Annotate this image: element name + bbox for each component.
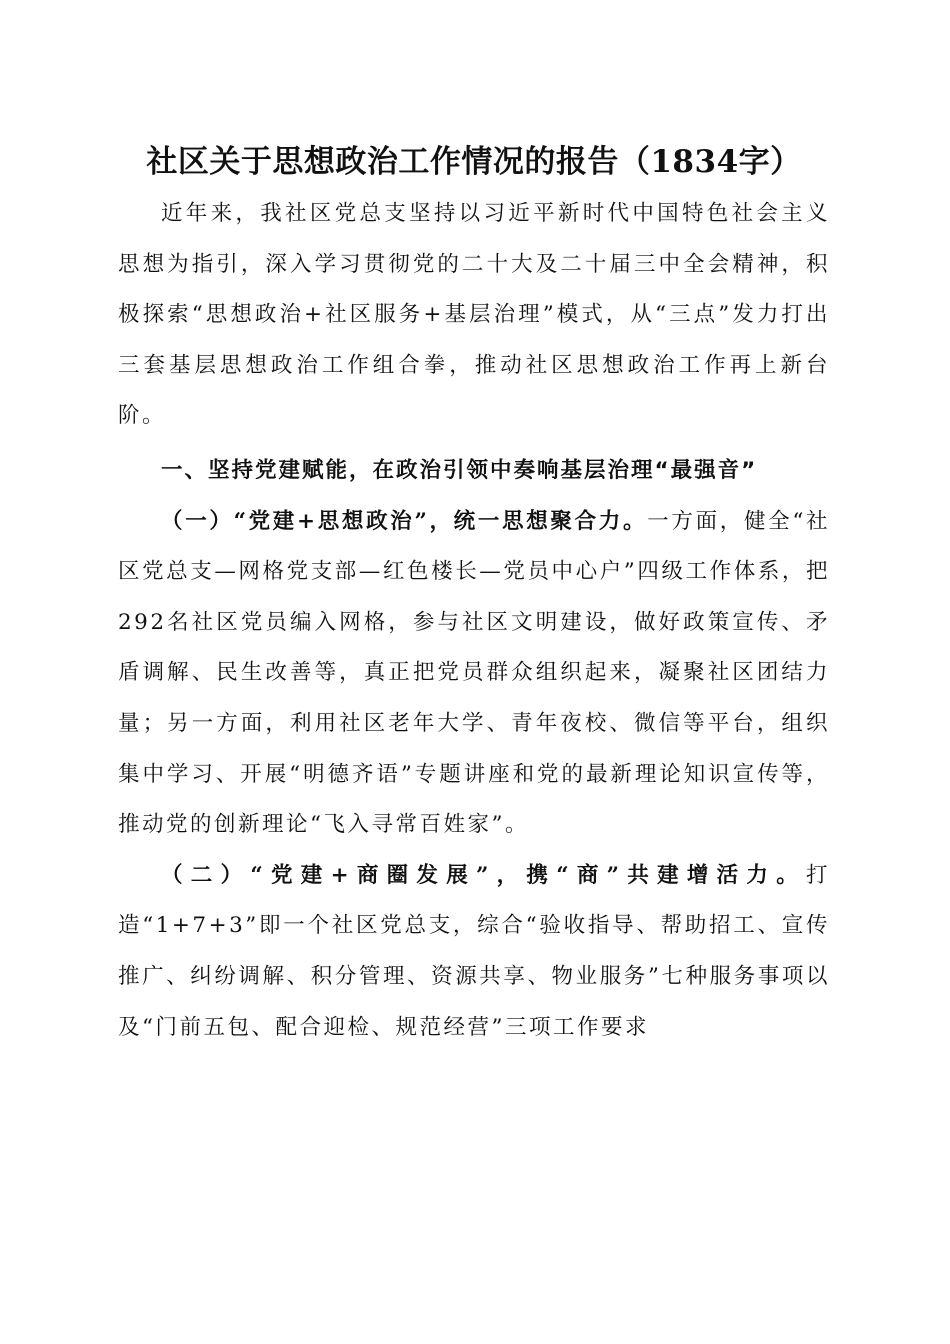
subsection-2-body: 打造“1+7+3”即一个社区党总支，综合“验收指导、帮助招工、宣传推广、纠纷调解、积分管理、资源共享、物业服务”七种服务事项以及“门前五包、配合迎检、规范经营”三项工作要求: [118, 862, 830, 1040]
document-page: [118, 138, 830, 1053]
subsection-2-lead: （二）“党建+商圈发展”，携“商”共建增活力。: [161, 862, 806, 888]
subsection-1-paragraph: [118, 497, 830, 851]
subsection-1-body: 一方面，健全“社区党总支—网格党支部—红色楼长—党员中心户”四级工作体系，把292名社区党员编入网格，参与社区文明建设，做好政策宣传、矛盾调解、民生改善等，真正把党员群众组织起来，凝聚社区团结力量；另一方面，利用社区老年大学、青年夜校、微信等平台，组织集中学习、开展“明德齐语”专题讲座和党的最新理论知识宣传等，推动党的创新理论“飞入寻常百姓家”。: [118, 508, 830, 838]
intro-paragraph: 近年来，我社区党总支坚持以习近平新时代中国特色社会主义思想为指引，深入学习贯彻党的二十大及二十届三中全会精神，积极探索“思想政治+社区服务+基层治理”模式，从“三点”发力打出三套基层思想政治工作组合拳，推动社区思想政治工作再上新台阶。: [118, 201, 830, 429]
section-1-heading: 一、坚持党建赋能，在政治引领中奏响基层治理“最强音”: [161, 457, 758, 483]
subsection-1-lead: （一）“党建+思想政治”，统一思想聚合力。: [161, 508, 648, 534]
subsection-2-paragraph: [118, 851, 830, 1053]
document-title: 社区关于思想政治工作情况的报告（1834字）: [146, 144, 802, 180]
